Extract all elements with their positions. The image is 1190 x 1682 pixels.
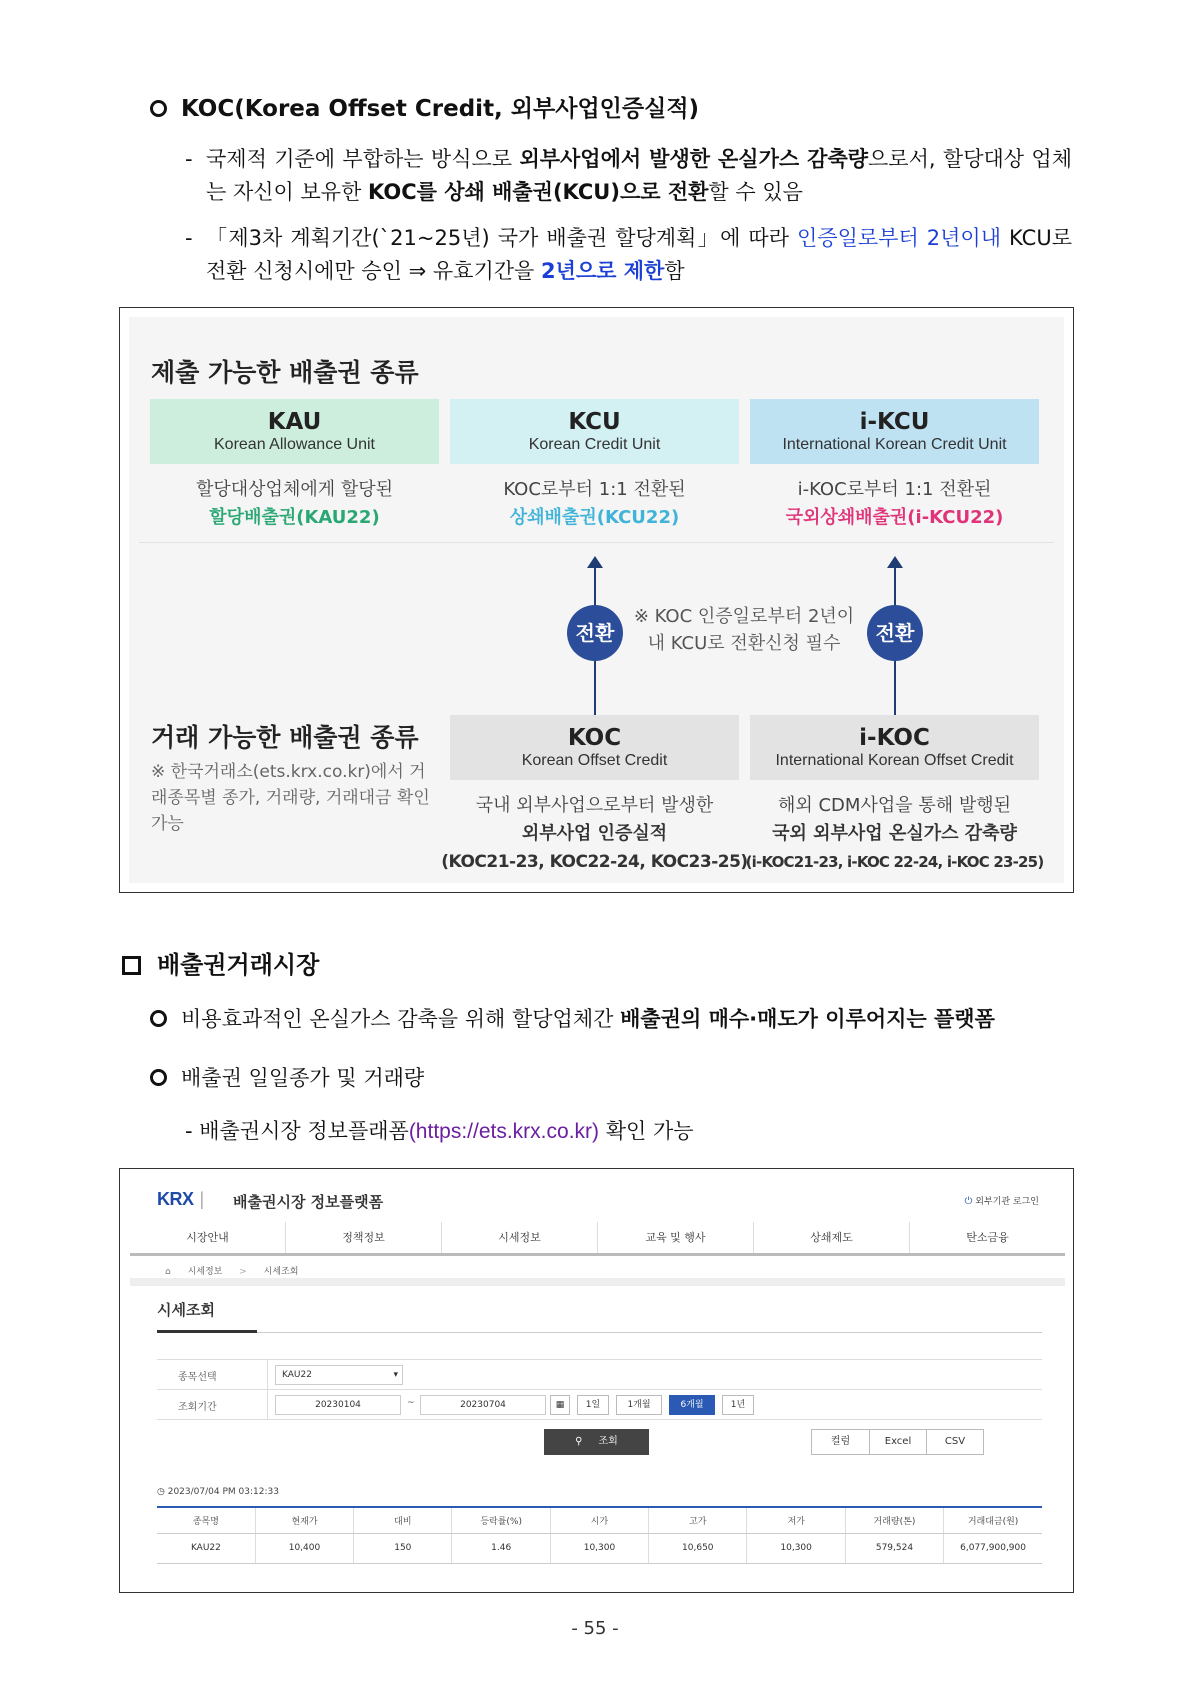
koc-description: 국내 외부사업으로부터 발생한 외부사업 인증실적 (KOC21-23, KOC22-24, KOC23-25) xyxy=(441,795,748,872)
quote-table: 종목명 현재가 대비 등락률(%) 시가 고가 저가 거래량(톤) 거래대금(원) KAU22 10,400 150 1.46 10,300 10,650 10,300 579,524 6,077,900,900 xyxy=(157,1506,1042,1564)
circle-bullet-icon xyxy=(150,100,167,117)
start-date-input[interactable]: 20230104 xyxy=(275,1395,401,1415)
chevron-down-icon: ▾ xyxy=(393,1370,398,1380)
circle-bullet-icon xyxy=(150,1010,167,1027)
csv-button[interactable]: CSV xyxy=(926,1429,984,1455)
clock-icon: ◷ xyxy=(157,1487,165,1497)
excel-button[interactable]: Excel xyxy=(869,1429,927,1455)
market-item-1: 비용효과적인 온실가스 감축을 위해 할당업체간 배출권의 매수·매도가 이루어지는 플랫폼 xyxy=(150,1003,995,1033)
period-1m-button[interactable]: 1개월 xyxy=(616,1395,662,1415)
period-1y-button[interactable]: 1년 xyxy=(722,1395,754,1415)
home-icon[interactable]: ⌂ xyxy=(165,1267,171,1277)
kau-box: KAU Korean Allowance Unit xyxy=(150,399,439,464)
circle-bullet-icon xyxy=(150,1069,167,1086)
market-info-line: - 배출권시장 정보플래폼(https://ets.krx.co.kr) 확인 가능 xyxy=(185,1119,694,1143)
market-item-2: 배출권 일일종가 및 거래량 xyxy=(150,1062,424,1092)
search-button[interactable]: ⚲ 조회 xyxy=(544,1429,649,1455)
koc-box: KOC Korean Offset Credit xyxy=(450,715,739,780)
convert-circle-left: 전환 xyxy=(567,605,623,661)
koc-heading: KOC(Korea Offset Credit, 외부사업인증실적) xyxy=(150,90,699,123)
kcu-description: KOC로부터 1:1 전환된 상쇄배출권(KCU22) xyxy=(503,479,686,528)
koc-definition-paragraph: - 국제적 기준에 부합하는 방식으로 외부사업에서 발생한 온실가스 감축량으로서, 할당대상 업체는 자신이 보유한 KOC를 상쇄 배출권(KCU)으로 전환할 수 있음 xyxy=(185,147,1072,204)
nav-carbon-finance[interactable]: 탄소금융 xyxy=(966,1231,1009,1244)
tradable-title: 거래 가능한 배출권 종류 xyxy=(151,723,419,752)
kcu-box: KCU Korean Credit Unit xyxy=(450,399,739,464)
ikcu-description: i-KOC로부터 1:1 전환된 국외상쇄배출권(i-KCU22) xyxy=(785,479,1004,528)
kau-description: 할당대상업체에게 할당된 할당배출권(KAU22) xyxy=(196,479,393,528)
main-nav xyxy=(130,1222,1065,1256)
krx-platform-screenshot: KRX | 배출권시장 정보플랫폼 ⏻ 외부기관 로그인 시장안내 정책정보 시세정보 교육 및 행사 상쇄제도 탄소금융 ⌂ 시세정보 > 시세조회 시세조회 종목선택 조회기간 KAU22 ▾ 20230104 ~ 20230704 ▦ 1일 1개월 6개월 1년 ⚲ 조회 컬럼 Excel CSV ◷ 2023/07/04 PM 03:12:33 종목명 현재가 대비 등락률(%) 시가 고가 저가 거래량(톤) 거래대금(원) KAU22 10,400 150 1.46 10,300 10,650 10,300 579,524 6,077,900,900 xyxy=(119,1168,1074,1593)
submittable-title: 제출 가능한 배출권 종류 xyxy=(151,358,419,387)
square-bullet-icon xyxy=(122,956,141,975)
ikoc-box: i-KOC International Korean Offset Credit xyxy=(750,715,1039,780)
login-link[interactable]: ⏻ 외부기관 로그인 xyxy=(964,1196,1039,1207)
nav-offset[interactable]: 상쇄제도 xyxy=(754,1222,910,1253)
calendar-icon[interactable]: ▦ xyxy=(550,1395,570,1415)
ikcu-box: i-KCU International Korean Credit Unit xyxy=(750,399,1039,464)
nav-policy[interactable]: 정책정보 xyxy=(286,1222,442,1253)
market-heading: 배출권거래시장 xyxy=(122,945,319,980)
timestamp: ◷ 2023/07/04 PM 03:12:33 xyxy=(157,1487,279,1497)
period-1d-button[interactable]: 1일 xyxy=(577,1395,609,1415)
period-label: 조회기간 xyxy=(178,1402,217,1413)
nav-quotes[interactable]: 시세정보 xyxy=(442,1222,598,1253)
ikoc-description: 해외 CDM사업을 통해 발행된 국외 외부사업 온실가스 감축량 (i-KOC21-23, i-KOC 22-24, i-KOC 23-25) xyxy=(745,795,1044,871)
koc-validity-paragraph: - 「제3차 계획기간(`21~25년) 국가 배출권 할당계획」에 따라 인증일로부터 2년이내 KCU로 전환 신청시에만 승인 ⇒ 유효기간을 2년으로 제한함 xyxy=(185,226,1072,283)
period-6m-button[interactable]: 6개월 xyxy=(669,1395,715,1415)
search-icon: ⚲ xyxy=(575,1436,583,1447)
breadcrumb: ⌂ 시세정보 > 시세조회 xyxy=(165,1267,299,1277)
credit-types-infographic xyxy=(119,307,1074,893)
nav-market-guide[interactable]: 시장안내 xyxy=(130,1222,286,1253)
platform-title: 배출권시장 정보플랫폼 xyxy=(233,1193,384,1211)
krx-logo: KRX | xyxy=(157,1189,204,1209)
ets-link[interactable]: (https://ets.krx.co.kr) xyxy=(408,1120,600,1143)
page-number: - 55 - xyxy=(571,1618,619,1639)
column-button[interactable]: 컬럼 xyxy=(811,1429,870,1455)
tradable-note: ※ 한국거래소(ets.krx.co.kr)에서 거래종목별 종가, 거래량, 거래대금 확인 가능 xyxy=(151,762,430,834)
item-select[interactable]: KAU22 ▾ xyxy=(275,1365,403,1385)
nav-education[interactable]: 교육 및 행사 xyxy=(598,1222,754,1253)
item-select-label: 종목선택 xyxy=(178,1372,217,1383)
convert-circle-right: 전환 xyxy=(867,605,923,661)
power-icon: ⏻ xyxy=(964,1196,973,1207)
convert-note: ※ KOC 인증일로부터 2년이내 KCU로 전환신청 필수 xyxy=(633,606,855,654)
section-title: 시세조회 xyxy=(157,1301,215,1319)
table-row: KAU22 10,400 150 1.46 10,300 10,650 10,300 579,524 6,077,900,900 xyxy=(157,1533,1042,1563)
end-date-input[interactable]: 20230704 xyxy=(420,1395,546,1415)
